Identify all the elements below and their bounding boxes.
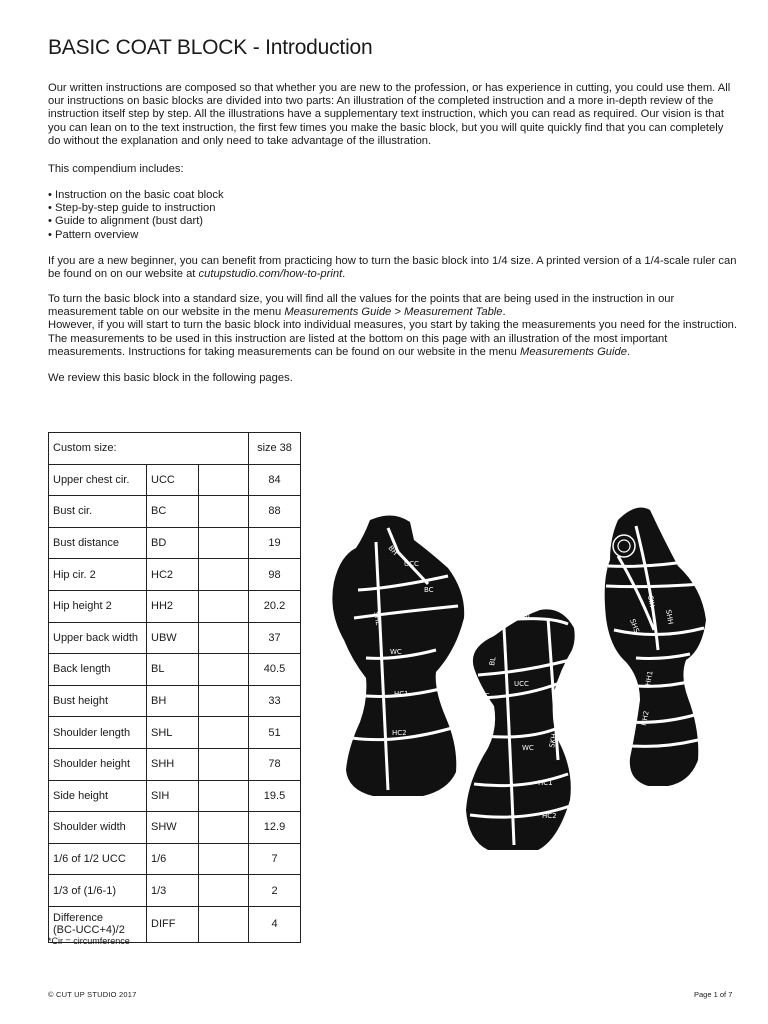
page-title	[48, 36, 373, 60]
custom-size-label: Custom size:	[49, 433, 249, 465]
table-row	[49, 780, 301, 812]
measurement-blank	[199, 717, 249, 749]
measurement-blank	[199, 875, 249, 907]
measurement-blank	[199, 748, 249, 780]
intro-paragraph: Our written instructions are composed so that whether you are new to the profession, or has experience in cutting, you could use them. All our instructions on basic blocks are divided into two parts: An illustration of the completed instruction and a more in-depth review of the instruction itself step by step. All the illustrations have a supplementary text instruction, which you can read as required. Our vision is that you can lean on to the text instruction, the first few times you make the basic block, but you will quite quickly find that you can completely do without the explanation and only need to take advantage of the illustration.	[48, 82, 731, 147]
table-row	[49, 496, 301, 528]
measurement-abbr: SHL	[147, 717, 199, 749]
measurement-name-line: Difference	[53, 912, 103, 925]
label-hh1: HH1	[644, 670, 655, 687]
standard-size-text-end: .	[502, 306, 506, 319]
measurement-value: 7	[249, 843, 301, 875]
measurement-abbr: BL	[147, 654, 199, 686]
label-shs: SHS	[628, 617, 641, 634]
dress-form-illustrations	[318, 500, 728, 862]
label-back-ucc: UCC	[514, 680, 529, 688]
table-row	[49, 464, 301, 496]
table-row	[49, 812, 301, 844]
measurement-name: Shoulder length	[49, 717, 147, 749]
measurement-blank	[199, 654, 249, 686]
label-bl: BL	[488, 656, 498, 667]
measurement-name: Shoulder width	[49, 812, 147, 844]
size-label: size 38	[249, 433, 301, 465]
measurement-name: Hip cir. 2	[49, 559, 147, 591]
label-back-wc: WC	[522, 744, 534, 752]
measurement-name: Side height	[49, 780, 147, 812]
measurement-name: Bust cir.	[49, 496, 147, 528]
measurement-value: 20.2	[249, 590, 301, 622]
label-hc1: HC1	[394, 690, 409, 698]
measurement-blank	[199, 780, 249, 812]
dress-forms-svg	[318, 500, 728, 862]
measurement-abbr: BD	[147, 527, 199, 559]
measurement-table-menu[interactable]: Measurements Guide > Measurement Table	[284, 306, 503, 319]
label-hc2: HC2	[392, 729, 407, 737]
table-row	[49, 843, 301, 875]
measurement-name: Back length	[49, 654, 147, 686]
individual-measures-text: However, if you will start to turn the basic block into individual measures, you start by taking the measurements you need for the instruction. The measurements to be used in this instruction are listed at the bottom on this page with an illustration of the most important measurements. Instructions for taking measurements can be found on our website in the menu	[48, 319, 737, 358]
measurement-value: 12.9	[249, 812, 301, 844]
label-wc: WC	[390, 648, 402, 656]
measurement-abbr: HH2	[147, 590, 199, 622]
measurement-name: 1/3 of (1/6-1)	[49, 875, 147, 907]
table-row	[49, 527, 301, 559]
measurement-value: 33	[249, 685, 301, 717]
table-row	[49, 685, 301, 717]
side-dress-form	[605, 508, 706, 786]
list-item: • Step-by-step guide to instruction	[48, 202, 738, 215]
table-row	[49, 654, 301, 686]
footnote: *Cir = circumference	[48, 936, 130, 946]
measurement-value: 88	[249, 496, 301, 528]
table-row	[49, 559, 301, 591]
measurement-name: Upper back width	[49, 622, 147, 654]
back-dress-form	[466, 609, 575, 850]
measurement-blank	[199, 812, 249, 844]
measurement-blank	[199, 685, 249, 717]
measurement-name: Hip height 2	[49, 590, 147, 622]
title-main: BASIC COAT BLOCK	[48, 36, 248, 59]
title-sub: - Introduction	[247, 36, 373, 59]
measurement-name: Shoulder height	[49, 748, 147, 780]
measurement-blank	[199, 559, 249, 591]
measurement-blank	[199, 527, 249, 559]
measurement-name: Bust height	[49, 685, 147, 717]
label-ucc: UCC	[404, 560, 419, 568]
label-back-hc1: HC1	[538, 779, 553, 787]
measurement-blank	[199, 496, 249, 528]
measurement-name: Bust distance	[49, 527, 147, 559]
beginner-paragraph	[48, 255, 738, 281]
measurement-blank	[199, 464, 249, 496]
measurement-value: 2	[249, 875, 301, 907]
label-back-hc2: HC2	[542, 812, 557, 820]
table-row	[49, 717, 301, 749]
measurement-value: 51	[249, 717, 301, 749]
label-hh2: HH2	[640, 710, 651, 727]
measurement-abbr: SHH	[147, 748, 199, 780]
measurement-abbr: SIH	[147, 780, 199, 812]
compendium-list	[48, 189, 738, 242]
table-row	[49, 875, 301, 907]
measurement-abbr: 1/3	[147, 875, 199, 907]
front-dress-form	[332, 515, 464, 796]
measurement-abbr: BC	[147, 496, 199, 528]
measurement-abbr: SHW	[147, 812, 199, 844]
label-skh: SKH	[548, 732, 559, 749]
table-row	[49, 622, 301, 654]
measurements-guide-menu[interactable]: Measurements Guide	[520, 345, 627, 358]
label-shh: SHH	[664, 608, 675, 626]
measurement-name-line: (BC-UCC+4)/2	[53, 924, 125, 937]
beginner-text: If you are a new beginner, you can benefit from practicing how to turn the basic block into 1/4 size. A printed version of a 1/4-scale ruler can be found on on our website at	[48, 255, 737, 281]
list-item: • Instruction on the basic coat block	[48, 189, 738, 202]
label-bh: BH	[386, 544, 400, 558]
measurement-table	[48, 432, 301, 943]
measurement-blank	[199, 622, 249, 654]
measurement-value: 19	[249, 527, 301, 559]
review-paragraph: We review this basic block in the following pages.	[48, 372, 293, 384]
measurement-abbr: DIFF	[147, 906, 199, 942]
table-row	[49, 590, 301, 622]
label-back-bc: BC	[480, 692, 490, 700]
individual-measures-text-end: .	[626, 345, 631, 358]
measurement-blank	[199, 843, 249, 875]
beginner-text-end: .	[342, 268, 346, 281]
measurement-name: Upper chest cir.	[49, 464, 147, 496]
table-row	[49, 748, 301, 780]
list-item: • Pattern overview	[48, 229, 738, 242]
measurement-abbr: HC2	[147, 559, 199, 591]
measurement-blank	[199, 906, 249, 942]
measurement-value: 98	[249, 559, 301, 591]
compendium-heading: This compendium includes:	[48, 163, 184, 175]
measurement-value: 4	[249, 906, 301, 942]
standard-size-paragraph	[48, 293, 738, 359]
table-header-row	[49, 433, 301, 465]
measurement-value: 40.5	[249, 654, 301, 686]
measurement-blank	[199, 590, 249, 622]
label-shl: SHL	[372, 610, 383, 626]
measurement-abbr: UBW	[147, 622, 199, 654]
list-item: • Guide to alignment (bust dart)	[48, 215, 738, 228]
copyright: © CUT UP STUDIO 2017	[48, 990, 137, 999]
measurement-abbr: 1/6	[147, 843, 199, 875]
label-back-shl: SHL	[518, 614, 532, 622]
label-sih: SIH	[646, 594, 656, 608]
measurement-value: 19.5	[249, 780, 301, 812]
label-bc: BC	[424, 586, 434, 594]
measurement-name: 1/6 of 1/2 UCC	[49, 843, 147, 875]
page-number: Page 1 of 7	[694, 990, 733, 999]
standard-size-text: To turn the basic block into a standard size, you will find all the values for the points that are being used in the instruction in our measurement table on our website in the menu	[48, 293, 675, 319]
measurement-value: 84	[249, 464, 301, 496]
measurement-abbr: BH	[147, 685, 199, 717]
measurement-value: 37	[249, 622, 301, 654]
measurement-value: 78	[249, 748, 301, 780]
measurement-abbr: UCC	[147, 464, 199, 496]
print-link[interactable]: cutupstudio.com/how-to-print	[198, 268, 343, 281]
